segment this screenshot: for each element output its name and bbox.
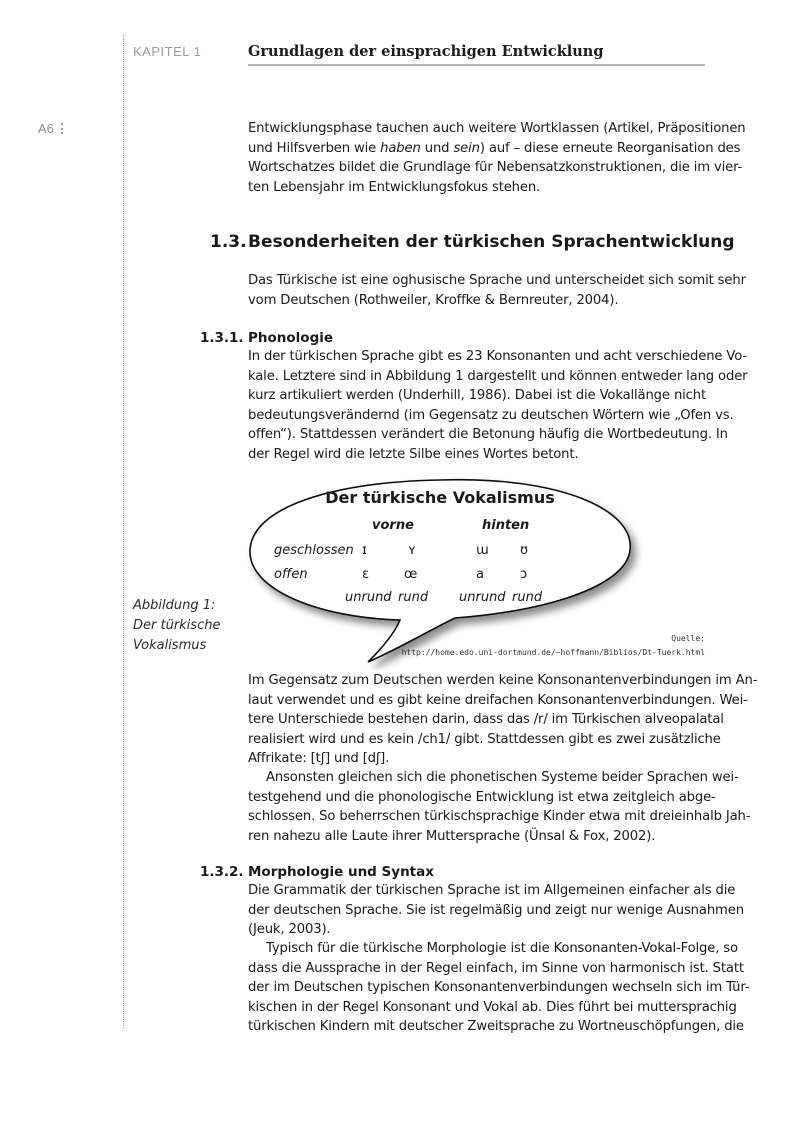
- chapter-label: KAPITEL 1: [133, 44, 202, 59]
- section-intro-paragraph: Das Türkische ist eine oghusische Sprache und unterscheidet sich somit sehr vom Deutschen (Rothweiler, Kroffke & Bernreuter, 2004).: [248, 273, 746, 308]
- morphologie-paragraph: Die Grammatik der türkischen Sprache ist im Allgemeinen einfacher als die der deutschen Sprache. Sie ist regelmäßig und zeigt nur wenige Ausnahmen (Jeuk, 2003).: [248, 883, 744, 937]
- phonologie-paragraph-2: Im Gegensatz zum Deutschen werden keine Konsonantenverbindungen im An- laut verwendet und es gibt keine dreifachen Konsonantenverbindungen. Wei- tere Unterschiede bestehen darin, dass das /r/ im Türkischen alveopalatal realisiert wird und es kein /ch1/ gibt. Stattdessen gibt es zwei zusätzliche Affrikate: [tʃ] und [dʃ].: [248, 673, 758, 766]
- vowel: ɔ: [520, 567, 528, 582]
- phonologie-paragraph: In der türkischen Sprache gibt es 23 Konsonanten und acht verschiedene Vo- kale. Letztere sind in Abbildung 1 dargestellt und können entweder lang oder kurz artikuliert werden (Underhill, 1986). Dabei ist die Vokallänge nicht bedeutungsverändernd (im Gegensatz zu deutschen Wörtern wie „Ofen vs. offen“). Stattdessen verändert die Betonung häufig die Wortbedeutung. In der Regel wird die letzte Silbe eines Wortes betont.: [248, 349, 748, 462]
- header-divider: [248, 64, 705, 66]
- figure-source-url: http://home.edo.uni-dortmund.de/~hoffmann/Biblios/Dt-Tuerk.html: [401, 648, 705, 657]
- subsection-heading-morphologie: 1.3.2. Morphologie und Syntax: [200, 864, 434, 880]
- subsection-heading-phonologie: 1.3.1. Phonologie: [200, 330, 334, 346]
- vowel: ɯ: [476, 543, 489, 558]
- text-line: Wortschatzes bildet die Grundlage für Nebensatzkonstruktionen, die im vier-: [248, 160, 743, 175]
- footer-rund: rund: [398, 590, 429, 605]
- vowel: ʏ: [408, 543, 416, 558]
- morphologie-paragraph-2: Typisch für die türkische Morphologie ist die Konsonanten-Vokal-Folge, so dass die Aussprache in der Regel einfach, im Sinne von harmonisch ist. Statt der im Deutschen typischen Konsonantenverbindungen wechseln sich im Tür- kischen in der Regel Konsonant und Vokal ab. Dies führt bei muttersprachig türkischen Kindern mit deutscher Zweitsprache zu Wortneuschöpfungen, die: [248, 941, 750, 1034]
- phonologie-paragraph-3: Ansonsten gleichen sich die phonetischen Systeme beider Sprachen wei- testgehend und die phonologische Entwicklung ist etwa zeitgleich abge- schlossen. So beherrschen türkischsprachige Kinder etwa mit dreieinhalb Jah- ren nahezu alle Laute ihrer Muttersprache (Ünsal & Fox, 2002).: [248, 770, 751, 844]
- vowel: ɪ: [362, 543, 367, 558]
- section-number: 1.3.: [210, 232, 247, 252]
- figure-source-label: Quelle:: [671, 634, 705, 643]
- running-header-title: Grundlagen der einsprachigen Entwicklung: [248, 43, 604, 60]
- intro-paragraph: [248, 119, 746, 197]
- vowel: œ: [404, 567, 418, 582]
- figure-caption: Abbildung 1: Der türkische Vokalismus: [133, 598, 221, 653]
- vowel: ɛ: [362, 567, 370, 582]
- figure-title: Der türkische Vokalismus: [325, 488, 555, 507]
- text-line: und Hilfsverben wie haben und sein) auf – diese erneute Reorganisation des: [248, 140, 741, 156]
- page-id-dots: [61, 123, 63, 134]
- footer-rund: rund: [512, 590, 543, 605]
- section-title: Besonderheiten der türkischen Sprachentwicklung: [248, 232, 735, 252]
- footer-unrund: unrund: [459, 590, 506, 605]
- page-id: A6: [38, 121, 54, 136]
- text-line: ten Lebensjahr im Entwicklungsfokus stehen.: [248, 179, 541, 195]
- column-header-hinten: hinten: [482, 518, 530, 533]
- section-heading: [210, 232, 735, 252]
- row-label-offen: offen: [274, 567, 308, 582]
- text-line: Entwicklungsphase tauchen auch weitere Wortklassen (Artikel, Präpositionen: [248, 121, 746, 136]
- margin-dotted-rule: [123, 35, 124, 1028]
- column-header-vorne: vorne: [372, 518, 414, 533]
- vowel: a: [476, 567, 484, 582]
- vowel: ʊ: [520, 543, 529, 558]
- footer-unrund: unrund: [345, 590, 392, 605]
- row-label-geschlossen: geschlossen: [274, 543, 354, 558]
